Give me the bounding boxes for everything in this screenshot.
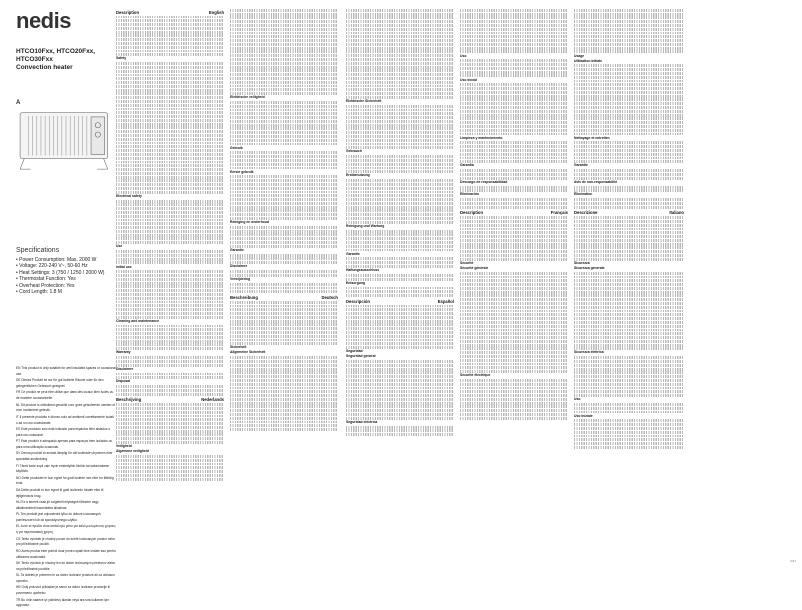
subheading: Elektrische Sicherheit xyxy=(346,98,382,103)
subheading: Disclaimer xyxy=(230,264,248,269)
subheading: Seguridad xyxy=(346,349,363,354)
subheading: Sécurité générale xyxy=(460,265,489,270)
spec-item: • Thermostat Function: Yes xyxy=(16,276,76,282)
specs-title: Specifications xyxy=(16,247,60,254)
language-notes xyxy=(16,366,116,610)
subheading: Entsorgung xyxy=(346,280,366,285)
subheading: Gebruik xyxy=(230,145,243,150)
subheading: Eerste gebruik xyxy=(230,169,254,174)
spec-item: • Voltage: 220-240 V~, 50-60 Hz xyxy=(16,263,88,269)
subheading: Veiligheid xyxy=(116,444,132,449)
subheading: Uso xyxy=(574,397,581,402)
column-dutch-german xyxy=(230,8,338,432)
note-item: FI Tämä tuote sopii vain hyvin eristettyihin tiloihin tai satunnaiseen käyttöön. xyxy=(16,463,110,474)
subheading: Uso inicial xyxy=(460,77,477,82)
subheading: Seguridad eléctrica xyxy=(346,419,378,424)
subheading: Sécurité électrique xyxy=(460,373,491,378)
subheading: Haftungsausschluss xyxy=(346,268,380,273)
note-item: PT Este produto é adequado apenas para espaços bem isolados ou para uma utilização ocasional. xyxy=(16,439,113,449)
model-title xyxy=(16,48,116,72)
model-numbers: HTCO10Fxx, HTCO20Fxx, HTCO30Fxx xyxy=(16,48,96,63)
product-type: Convection heater xyxy=(16,64,73,71)
subheading: Garantía xyxy=(460,163,474,168)
spec-item: • Power Consumption: Max. 2000 W xyxy=(16,256,97,263)
subheading: Seguridad general xyxy=(346,354,376,359)
subheading: Limpieza y mantenimiento xyxy=(460,135,503,140)
note-item: DA Dette produkt er kun egnet til godt isolerede lokaler eller til lejlighedsvis brug. xyxy=(16,487,104,498)
subheading: Garantie xyxy=(346,251,360,256)
subheading: Disclaimer xyxy=(116,366,134,371)
subheading: Reiniging en onderhoud xyxy=(230,220,269,225)
section-heading: Beschreibung Deutsch xyxy=(230,294,338,300)
note-item: SK Tento výrobok je vhodný len do dobre izolovaných priestorov alebo na príležitostné použitie. xyxy=(16,561,116,571)
subheading: Gebrauch xyxy=(346,149,362,154)
subheading: Elektrische veiligheid xyxy=(230,95,265,100)
subheading: Sicurezza elettrica xyxy=(574,350,604,355)
subheading: Initial use xyxy=(116,264,132,269)
note-item: HU Ez a termék csak jól szigetelt helyiségek fűtésére vagy alkalmankénti használatra alkalmas. xyxy=(16,500,99,510)
subheading: Sicurezza xyxy=(574,260,590,265)
subheading: Electrical safety xyxy=(116,193,142,198)
note-item: SL Ta izdelek je primeren le za dobro izolirane prostore ali za občasno uporabo. xyxy=(16,573,115,583)
note-item: NO Dette produktet er kun egnet for godt isolerte rom eller for tilfeldig bruk. xyxy=(16,475,114,486)
note-item: EL Αυτό το προϊόν είναι κατάλληλο μόνο για καλά μονωμένους χώρους ή για περιστασιακή χρήση. xyxy=(16,524,116,535)
subheading: Élimination xyxy=(574,192,593,197)
section-heading: Description Français xyxy=(460,210,568,216)
subheading: Sicherheit xyxy=(230,345,247,350)
specifications xyxy=(16,248,116,296)
subheading: Sicurezza generale xyxy=(574,265,605,270)
note-item: DE Dieses Produkt ist nur für gut isolierte Räume oder für den gelegentlichen Gebrauch geeignet. xyxy=(16,378,104,388)
subheading: Nettoyage et entretien xyxy=(574,135,610,140)
note-item: PL Ten produkt jest odpowiedni tylko do dobrze izolowanych pomieszczeń lub do sporadycznego użytku. xyxy=(16,512,101,523)
column-english xyxy=(116,8,224,481)
subheading: Uso iniziale xyxy=(574,413,593,418)
column-german-spanish xyxy=(346,8,454,437)
subheading: Warranty xyxy=(116,350,131,355)
page-number: 3/17 xyxy=(790,559,796,563)
subheading: Uso xyxy=(460,53,467,58)
subheading: Algemene veiligheid xyxy=(116,449,149,454)
note-item: HR Ovaj proizvod prikladan je samo za dobro izolirane prostorije ili povremenu upotrebu. xyxy=(16,585,110,596)
note-item: CS Tento výrobek je vhodný pouze do dobře izolovaných prostor nebo pro příležitostné použití. xyxy=(16,536,115,547)
note-item: TR Bu ürün sadece iyi yalıtılmış alanlar veya ara sıra kullanım için uygundur. xyxy=(16,597,110,608)
subheading: Reinigung und Wartung xyxy=(346,223,385,228)
subheading: Garantie xyxy=(574,163,588,168)
column-french-italian xyxy=(574,8,684,450)
figure-label: A xyxy=(16,100,21,106)
subheading: Utilisation initiale xyxy=(574,58,603,63)
subheading: Verwijdering xyxy=(230,276,251,281)
subheading: Disposal xyxy=(116,379,131,384)
subheading: Allgemeine Sicherheit xyxy=(230,350,266,355)
note-item: NL Dit product is uitsluitend geschikt voor goed geïsoleerde ruimten of voor incidenteel gebruik. xyxy=(16,402,115,413)
section-heading: Description English xyxy=(116,9,224,15)
note-item: ES Este producto solo está indicado para espacios bien aislados o para uso ocasional. xyxy=(16,426,111,437)
note-item: EN This product is only suitable for well insulated spaces or occasional use. xyxy=(16,366,116,376)
section-heading: Beschrijving Nederlands xyxy=(116,397,224,403)
subheading: Descargo de responsabilidad xyxy=(460,179,508,184)
subheading: Garantie xyxy=(230,247,244,252)
heater-illustration xyxy=(18,106,114,180)
spec-item: • Overheat Protection: Yes xyxy=(16,282,75,289)
subheading: Usage xyxy=(574,53,585,58)
note-item: FR Ce produit ne peut être utilisé que dans des locaux bien isolés ou de manière occasionnelle. xyxy=(16,390,114,401)
spec-item: • Cord Length: 1.8 M xyxy=(16,289,62,295)
subheading: Sécurité xyxy=(460,260,474,265)
brand-logo: nedis xyxy=(16,8,71,33)
subheading: Safety xyxy=(116,56,127,61)
note-item: SV Denna produkt är endast lämplig för väl isolerade utrymmen eller sporadisk användning. xyxy=(16,451,113,462)
subheading: Cleaning and maintenance xyxy=(116,318,159,323)
column-spanish-french xyxy=(460,8,568,421)
section-heading: Descripción Español xyxy=(346,298,454,304)
subheading: Use xyxy=(116,244,123,249)
note-item: RO Acest produs este potrivit doar pentru spații bine izolate sau pentru utilizarea ocazională. xyxy=(16,548,116,559)
subheading: Eliminación xyxy=(460,192,480,197)
section-heading: Descrizione Italiano xyxy=(574,210,684,216)
spec-item: • Heat Settings: 3 (750 / 1250 / 2000 W) xyxy=(16,269,105,276)
subheading: Avis de non-responsabilité xyxy=(574,179,618,184)
subheading: Erstbenutzung xyxy=(346,173,370,178)
note-item: IT Il presente prodotto è idoneo solo ad ambienti correttamente isolati o ad un uso occasionale. xyxy=(16,414,114,425)
